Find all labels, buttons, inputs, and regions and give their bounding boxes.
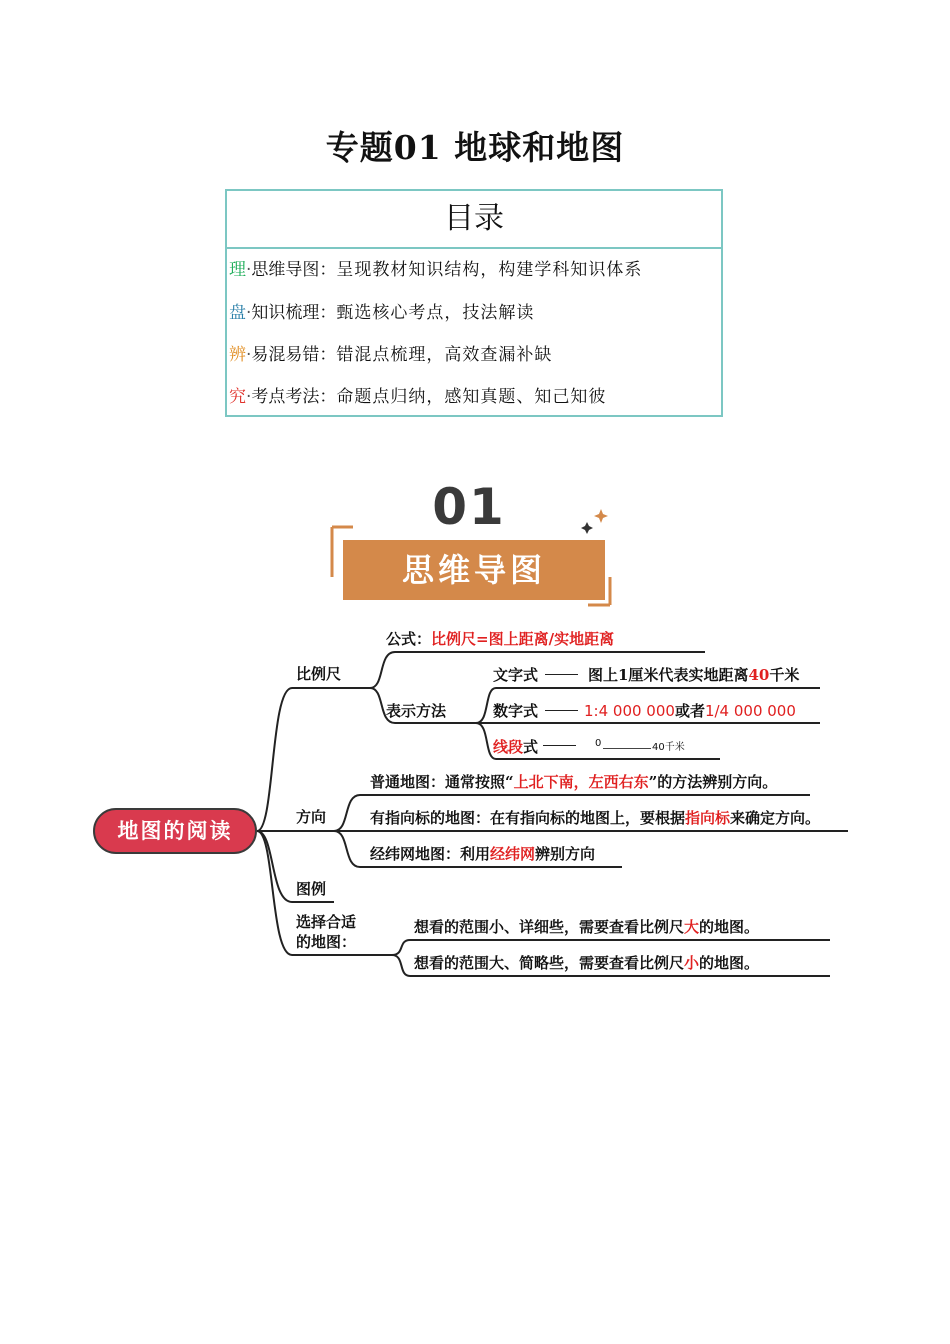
number-form-b: 或者 xyxy=(674,702,705,720)
line-scale-zero: 0 xyxy=(595,738,602,749)
text-form-a: 图上1厘米代表实地距离 xyxy=(588,666,749,684)
toc-tag: 盘 xyxy=(229,303,246,323)
large-c: 的地图。 xyxy=(699,954,760,972)
direction-general xyxy=(370,771,777,792)
document-title: 专题01 地球和地图 xyxy=(325,128,625,167)
grid-a: 经纬网地图：利用 xyxy=(370,845,491,863)
number-form-c: 1/4 000 000 xyxy=(704,702,796,720)
branch-direction: 方向 xyxy=(296,808,327,826)
large-b: 小 xyxy=(684,954,700,972)
direction-grid xyxy=(370,843,595,864)
small-c: 的地图。 xyxy=(699,918,760,936)
section-number: 01 xyxy=(432,478,506,536)
toc-label: 考点考法： xyxy=(251,387,337,407)
text-form-b: 40 xyxy=(748,666,770,684)
pointer-b: 指向标 xyxy=(685,809,731,827)
toc-item-mistakes: 辨·易混易错：错混点梳理，高效查漏补缺 xyxy=(229,345,553,365)
text-form-value xyxy=(588,664,799,685)
toc-item-exam: 究·考点考法：命题点归纳，感知真题、知己知彼 xyxy=(229,387,607,407)
toc-tag: 辨 xyxy=(229,345,246,365)
grid-c: 辨别方向 xyxy=(535,845,596,863)
toc-item-mindmap: 理·思维导图：呈现教材知识结构，构建学科知识体系 xyxy=(229,260,643,280)
toc-desc: 呈现教材知识结构，构建学科知识体系 xyxy=(336,260,643,280)
line-form xyxy=(493,736,538,757)
text-form xyxy=(493,664,538,685)
general-c: ”的方法辨别方向。 xyxy=(648,773,778,791)
number-form-a: 1:4 000 000 xyxy=(584,702,675,720)
toc-desc: 甄选核心考点，技法解读 xyxy=(336,303,535,323)
line-form-b: 式 xyxy=(523,738,539,756)
pointer-a: 有指向标的地图：在有指向标的地图上，要根据 xyxy=(370,809,686,827)
toc-label: 知识梳理： xyxy=(251,303,337,323)
formula-text: 比例尺=图上距离/实地距离 xyxy=(431,630,615,648)
toc-desc: 命题点归纳，感知真题、知己知彼 xyxy=(336,387,607,407)
choose-small-range xyxy=(414,916,759,937)
branch-legend: 图例 xyxy=(296,880,327,898)
number-form-value xyxy=(584,700,796,721)
line-scale-bar xyxy=(603,748,651,749)
choose-label-2: 的地图： xyxy=(296,933,357,951)
text-form-dash xyxy=(545,674,578,675)
number-form-label: 数字式 xyxy=(493,702,539,720)
direction-pointer xyxy=(370,807,820,828)
general-b: 上北下南，左西右东 xyxy=(513,773,649,791)
toc-label: 思维导图： xyxy=(251,260,337,280)
choose-large-range xyxy=(414,952,759,973)
text-form-c: 千米 xyxy=(769,666,800,684)
pointer-c: 来确定方向。 xyxy=(730,809,821,827)
line-form-dash xyxy=(543,745,576,746)
small-b: 大 xyxy=(684,918,700,936)
number-form-dash xyxy=(545,710,578,711)
toc-label: 易混易错： xyxy=(251,345,337,365)
small-a: 想看的范围小、详细些，需要查看比例尺 xyxy=(414,918,685,936)
toc-tag: 理 xyxy=(229,260,246,280)
grid-b: 经纬网 xyxy=(490,845,536,863)
choose-label-1: 选择合适 xyxy=(296,913,357,931)
mindmap-root: 地图的阅读 xyxy=(93,808,257,854)
large-a: 想看的范围大、简略些，需要查看比例尺 xyxy=(414,954,685,972)
toc-tag: 究 xyxy=(229,387,246,407)
toc-heading: 目录 xyxy=(227,191,721,249)
section-banner: 思维导图 xyxy=(343,540,605,600)
general-a: 普通地图：通常按照“ xyxy=(370,773,514,791)
branch-choose xyxy=(296,912,356,952)
text-form-label: 文字式 xyxy=(493,666,539,684)
line-scale-end: 40千米 xyxy=(652,742,685,753)
toc-item-knowledge: 盘·知识梳理：甄选核心考点，技法解读 xyxy=(229,303,535,323)
line-form-a: 线段 xyxy=(493,738,524,756)
formula-label: 公式： xyxy=(386,630,432,648)
scale-methods: 表示方法 xyxy=(386,702,447,720)
scale-formula xyxy=(386,628,614,649)
toc-desc: 错混点梳理，高效查漏补缺 xyxy=(336,345,553,365)
branch-scale: 比例尺 xyxy=(296,665,342,683)
